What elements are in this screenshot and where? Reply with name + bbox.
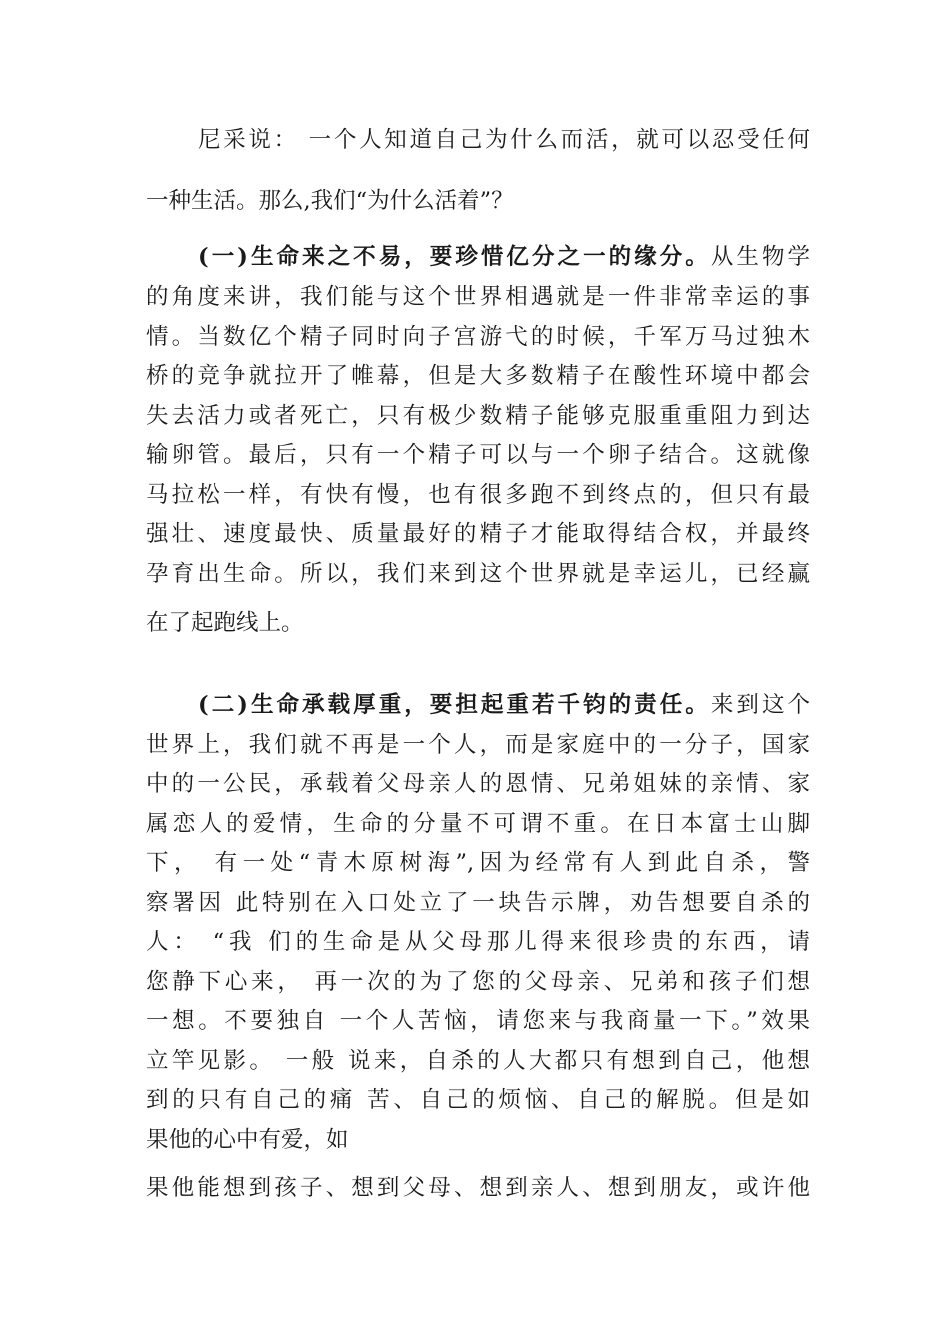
paragraph-2-line: 在了起跑线上。 <box>146 610 304 636</box>
paragraph-2-line: 孕育出生命。所以，我们来到这个世界就是幸运儿，已经赢 <box>146 561 810 587</box>
paragraph-3-line: 察署因 此特别在入口处立了一块告示牌，劝告想要自杀的 <box>146 890 810 916</box>
paragraph-1-line-2: 一种生活。那么,我们“为什么活着”？ <box>146 188 514 214</box>
paragraph-3-line: 立竿见影。 一般 说来，自杀的人大都只有想到自己，他想 <box>146 1048 810 1074</box>
paragraph-2-line: 失去活力或者死亡，只有极少数精子能够克服重重阻力到达 <box>146 403 810 429</box>
section-heading-1: (一)生命来之不易，要珍惜亿分之一的缘分。 <box>198 244 711 270</box>
paragraph-3-line: 中的一公民，承载着父母亲人的恩情、兄弟姐妹的亲情、家 <box>146 771 810 797</box>
paragraph-2-line: 输卵管。最后，只有一个精子可以与一个卵子结合。这就像 <box>146 442 810 468</box>
paragraph-2-line: 桥的竞争就拉开了帷幕，但是大多数精子在酸性环境中都会 <box>146 363 810 389</box>
paragraph-2-line: 马拉松一样，有快有慢，也有很多跑不到终点的，但只有最 <box>146 482 810 508</box>
paragraph-3-first-line-rest: 来到这个 <box>710 692 810 718</box>
paragraph-2-first-line-rest: 从生物学 <box>710 244 810 270</box>
paragraph-1-line-1: 尼采说： 一个人知道自己为什么而活，就可以忍受任何 <box>198 127 810 153</box>
section-heading-2: (二)生命承载厚重，要担起重若千钧的责任。 <box>198 692 711 718</box>
paragraph-2-first-line <box>198 242 810 272</box>
paragraph-3-line: 世界上，我们就不再是一个人，而是家庭中的一分子，国家 <box>146 732 810 758</box>
paragraph-3-line: 一想。不要独自 一个人苦恼，请您来与我商量一下。”效果 <box>146 1008 810 1034</box>
paragraph-2-line: 强壮、速度最快、质量最好的精子才能取得结合权，并最终 <box>146 521 810 547</box>
paragraph-3-line: 果他的心中有爱，如 <box>146 1127 349 1153</box>
paragraph-3-first-line <box>198 690 810 720</box>
paragraph-2-line: 的角度来讲，我们能与这个世界相遇就是一件非常幸运的事 <box>146 284 810 310</box>
paragraph-3-line: 人： “我 们的生命是从父母那儿得来很珍贵的东西，请 <box>146 929 810 955</box>
paragraph-3-line: 到的只有自己的痛 苦、自己的烦恼、自己的解脱。但是如 <box>146 1087 810 1113</box>
paragraph-3-line: 下， 有一处“青木原树海”,因为经常有人到此自杀，警 <box>146 850 810 876</box>
paragraph-3-line: 您静下心来， 再一次的为了您的父母亲、兄弟和孩子们想 <box>146 969 810 995</box>
paragraph-3-line: 果他能想到孩子、想到父母、想到亲人、想到朋友，或许他 <box>146 1175 810 1201</box>
paragraph-3-line: 属恋人的爱情，生命的分量不可谓不重。在日本富士山脚 <box>146 811 810 837</box>
paragraph-2-line: 情。当数亿个精子同时向子宫游弋的时候，千军万马过独木 <box>146 324 810 350</box>
